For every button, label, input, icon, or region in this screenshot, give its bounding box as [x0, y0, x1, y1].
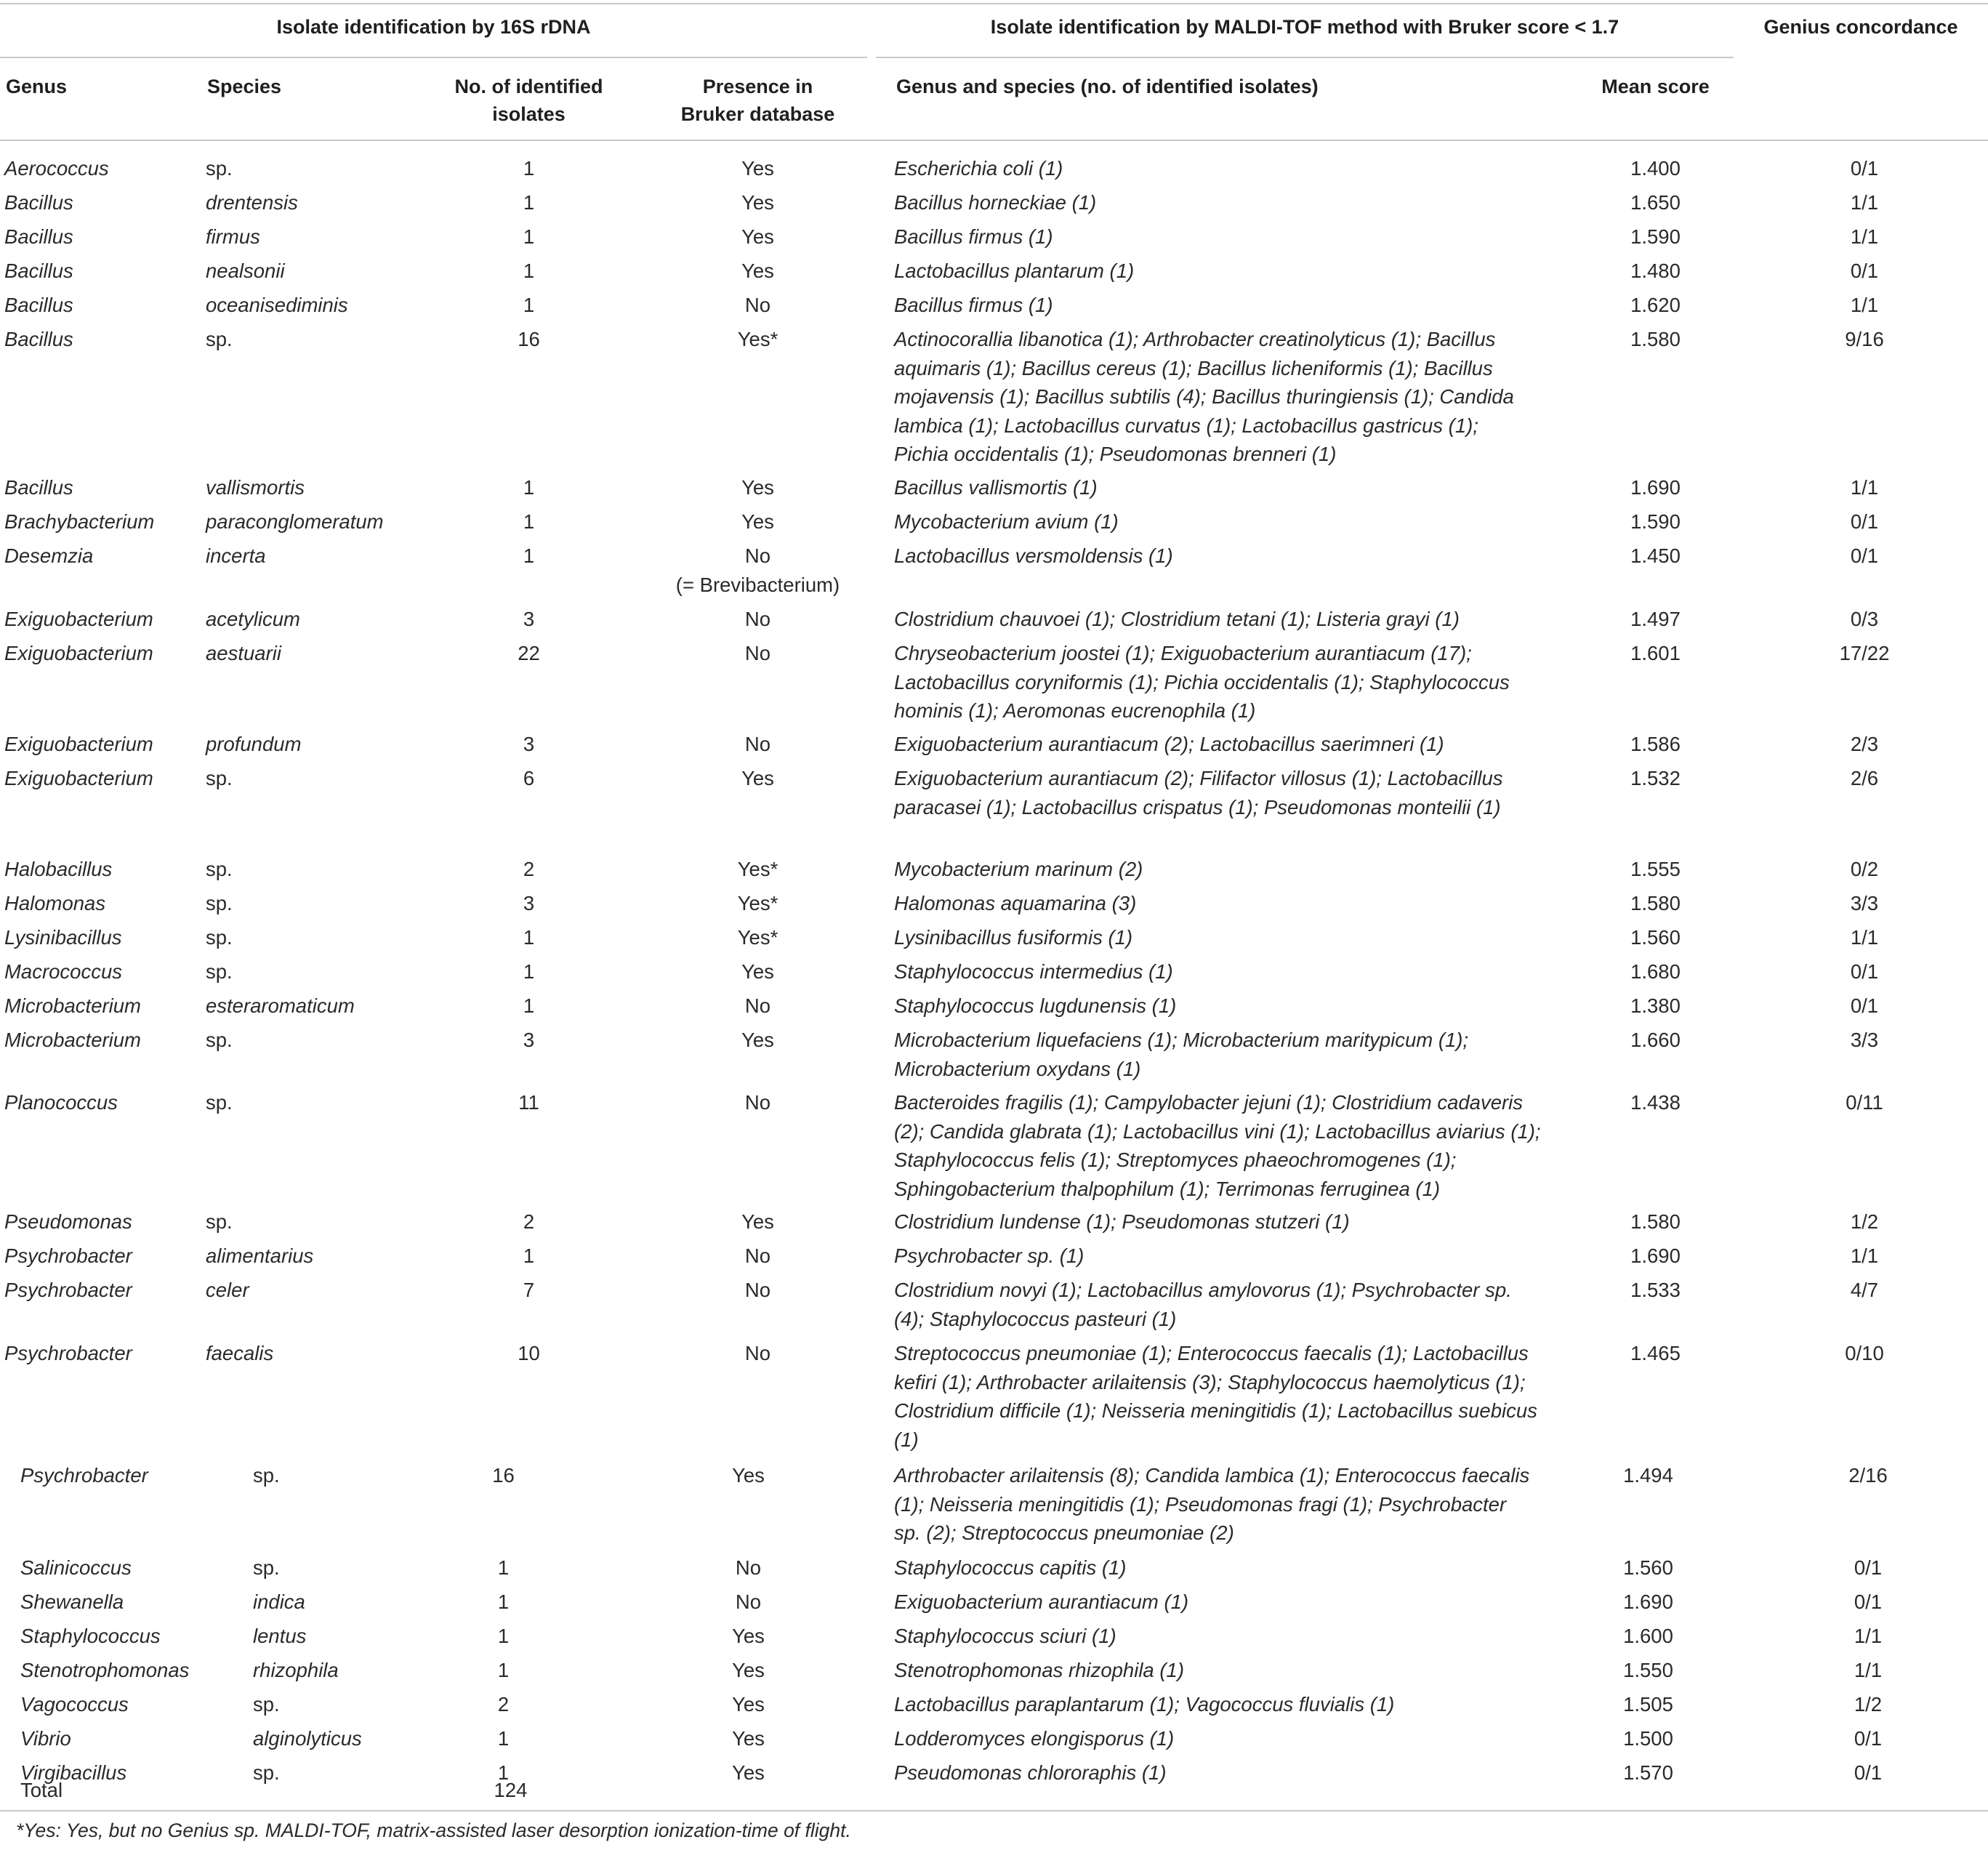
row-mean-score: 1.600 — [1623, 1625, 1673, 1647]
maldi-line: Lactobacillus coryniformis (1); Pichia occidentalis (1); Staphylococcus — [894, 670, 1510, 693]
maldi-line: Mycobacterium avium (1) — [894, 510, 1119, 533]
row-maldi-identification — [894, 1622, 1585, 1651]
row-genius-concordance: 1/1 — [1850, 1244, 1879, 1267]
maldi-line: Pichia occidentalis (1); Pseudomonas brenneri (1) — [894, 443, 1337, 465]
row-species: sp. — [253, 1693, 280, 1716]
row-genius-concordance: 2/16 — [1848, 1464, 1888, 1487]
row-isolate-count: 2 — [523, 1210, 535, 1233]
maldi-line: Staphylococcus lugdunensis (1) — [894, 994, 1177, 1017]
row-genus: Bacillus — [4, 260, 73, 282]
row-genus: Shewanella — [20, 1590, 124, 1613]
row-presence: Yes — [741, 767, 774, 789]
row-mean-score: 1.497 — [1630, 608, 1681, 630]
maldi-line: Bacillus vallismortis (1) — [894, 476, 1098, 499]
row-genus: Microbacterium — [4, 1029, 141, 1051]
row-genus: Exiguobacterium — [4, 642, 153, 664]
row-genus: Vibrio — [20, 1727, 71, 1750]
row-genus: Vagococcus — [20, 1693, 129, 1716]
maldi-line: Bacillus firmus (1) — [894, 294, 1053, 316]
row-genius-concordance: 0/1 — [1850, 544, 1879, 567]
row-maldi-identification — [894, 1724, 1585, 1753]
row-species: profundum — [206, 733, 302, 755]
row-mean-score: 1.560 — [1623, 1556, 1673, 1579]
table-top-rule — [0, 3, 1988, 4]
row-isolate-count: 1 — [523, 225, 535, 248]
row-presence: Yes — [741, 157, 774, 180]
row-genius-concordance: 0/1 — [1854, 1761, 1883, 1784]
row-maldi-identification — [894, 542, 1585, 571]
row-isolate-count: 1 — [497, 1625, 510, 1647]
row-genus: Desemzia — [4, 544, 94, 567]
row-isolate-count: 1 — [523, 960, 535, 983]
group-rule-maldi — [876, 57, 1734, 58]
row-maldi-identification — [894, 325, 1585, 469]
row-genus: Macrococcus — [4, 960, 122, 983]
row-genus: Exiguobacterium — [4, 733, 153, 755]
header-no-isolates-line2: isolates — [492, 103, 566, 125]
row-species: sp. — [253, 1464, 280, 1487]
row-mean-score: 1.601 — [1630, 642, 1681, 664]
row-mean-score: 1.586 — [1630, 733, 1681, 755]
maldi-line: sp. (2); Streptococcus pneumoniae (2) — [894, 1521, 1234, 1544]
maldi-line: Lysinibacillus fusiformis (1) — [894, 926, 1133, 949]
row-genius-concordance: 9/16 — [1845, 328, 1884, 350]
row-genus: Bacillus — [4, 191, 73, 214]
row-presence: Yes — [741, 260, 774, 282]
row-maldi-identification — [894, 855, 1585, 884]
maldi-line: aquimaris (1); Bacillus cereus (1); Bacillus licheniformis (1); Bacillus — [894, 356, 1493, 379]
row-species: alimentarius — [206, 1244, 314, 1267]
row-maldi-identification — [894, 992, 1585, 1021]
row-mean-score: 1.480 — [1630, 260, 1681, 282]
group-rule-16s — [0, 57, 867, 58]
row-isolate-count: 1 — [523, 476, 535, 499]
row-species: incerta — [206, 544, 266, 567]
row-mean-score: 1.550 — [1623, 1659, 1673, 1681]
row-maldi-identification — [894, 507, 1585, 536]
row-genius-concordance: 1/1 — [1850, 191, 1879, 214]
row-presence: Yes — [732, 1693, 765, 1716]
row-maldi-identification — [894, 257, 1585, 286]
row-maldi-identification — [894, 730, 1585, 759]
maldi-line: Lactobacillus versmoldensis (1) — [894, 544, 1173, 567]
row-species: nealsonii — [206, 260, 285, 282]
maldi-line: (1) — [894, 1428, 919, 1451]
row-presence: Yes — [732, 1761, 765, 1784]
row-species: rhizophila — [253, 1659, 339, 1681]
row-mean-score: 1.650 — [1630, 191, 1681, 214]
row-mean-score: 1.505 — [1623, 1693, 1673, 1716]
row-genus: Microbacterium — [4, 994, 141, 1017]
row-species: sp. — [206, 892, 233, 914]
header-no-isolates — [432, 73, 625, 128]
row-species: esteraromaticum — [206, 994, 355, 1017]
row-isolate-count: 1 — [497, 1727, 510, 1750]
row-genus: Aerococcus — [4, 157, 109, 180]
row-genius-concordance: 1/1 — [1854, 1625, 1883, 1647]
maldi-line: Staphylococcus felis (1); Streptomyces phaeochromogenes (1); — [894, 1149, 1457, 1171]
row-genius-concordance: 0/1 — [1854, 1727, 1883, 1750]
row-species: indica — [253, 1590, 305, 1613]
maldi-line: Chryseobacterium joostei (1); Exiguobacterium aurantiacum (17); — [894, 642, 1472, 664]
row-genus: Stenotrophomonas — [20, 1659, 190, 1681]
row-maldi-identification — [894, 889, 1585, 918]
row-presence: Yes — [732, 1464, 765, 1487]
row-presence: Yes* — [737, 858, 778, 880]
row-mean-score: 1.500 — [1623, 1727, 1673, 1750]
row-isolate-count: 16 — [492, 1464, 515, 1487]
row-maldi-identification — [894, 1656, 1585, 1685]
row-isolate-count: 1 — [497, 1556, 510, 1579]
row-genius-concordance: 2/3 — [1850, 733, 1879, 755]
row-isolate-count: 11 — [518, 1091, 539, 1114]
row-presence: No — [735, 1590, 762, 1613]
row-genus: Psychrobacter — [4, 1244, 132, 1267]
row-isolate-count: 1 — [523, 926, 535, 949]
maldi-line: Microbacterium liquefaciens (1); Microbacterium maritypicum (1); — [894, 1029, 1469, 1051]
maldi-line: Lactobacillus paraplantarum (1); Vagococcus fluvialis (1) — [894, 1693, 1395, 1716]
row-mean-score: 1.450 — [1630, 544, 1681, 567]
row-genius-concordance: 1/1 — [1850, 294, 1879, 316]
row-mean-score: 1.660 — [1630, 1029, 1681, 1051]
row-presence: No — [744, 544, 771, 567]
row-maldi-identification — [894, 1339, 1585, 1454]
row-isolate-count: 3 — [523, 1029, 535, 1051]
row-presence: Yes* — [737, 328, 778, 350]
maldi-line: Clostridium lundense (1); Pseudomonas stutzeri (1) — [894, 1210, 1350, 1233]
row-genius-concordance: 3/3 — [1850, 1029, 1879, 1051]
row-presence: Yes — [732, 1625, 765, 1647]
maldi-line: Streptococcus pneumoniae (1); Enterococcus faecalis (1); Lactobacillus — [894, 1342, 1529, 1364]
row-maldi-identification — [894, 1758, 1585, 1787]
row-genus: Psychrobacter — [20, 1464, 148, 1487]
row-isolate-count: 1 — [523, 157, 535, 180]
row-genius-concordance: 4/7 — [1850, 1279, 1879, 1301]
row-maldi-identification — [894, 1276, 1585, 1333]
row-maldi-identification — [894, 1242, 1585, 1271]
row-genius-concordance: 0/1 — [1850, 157, 1879, 180]
row-maldi-identification — [894, 764, 1585, 821]
row-presence-note: (= Brevibacterium) — [675, 574, 840, 596]
table-bottom-rule — [0, 1810, 1988, 1811]
row-mean-score: 1.560 — [1630, 926, 1681, 949]
maldi-line: Clostridium novyi (1); Lactobacillus amylovorus (1); Psychrobacter sp. — [894, 1279, 1512, 1301]
row-maldi-identification — [894, 639, 1585, 725]
row-genus: Exiguobacterium — [4, 767, 153, 789]
row-presence: No — [744, 733, 771, 755]
maldi-line: Staphylococcus capitis (1) — [894, 1556, 1127, 1579]
group-header-maldi: Isolate identification by MALDI-TOF method with Bruker score < 1.7 — [990, 16, 1619, 38]
row-species: sp. — [253, 1761, 280, 1784]
row-genus: Halobacillus — [4, 858, 113, 880]
row-genus: Bacillus — [4, 476, 73, 499]
row-mean-score: 1.438 — [1630, 1091, 1681, 1114]
row-presence: Yes — [732, 1727, 765, 1750]
row-maldi-identification — [894, 291, 1585, 320]
row-presence: Yes — [741, 510, 774, 533]
row-presence: Yes* — [737, 892, 778, 914]
row-genus: Planococcus — [4, 1091, 118, 1114]
row-isolate-count: 2 — [523, 858, 535, 880]
maldi-line: (1); Neisseria meningitidis (1); Pseudomonas fragi (1); Psychrobacter — [894, 1492, 1507, 1516]
maldi-line: Lactobacillus plantarum (1) — [894, 260, 1135, 282]
group-header-16s: Isolate identification by 16S rDNA — [276, 16, 591, 38]
row-genus: Bacillus — [4, 225, 73, 248]
row-mean-score: 1.400 — [1630, 157, 1681, 180]
row-maldi-identification — [894, 473, 1585, 502]
row-mean-score: 1.570 — [1623, 1761, 1673, 1784]
row-genus: Halomonas — [4, 892, 106, 914]
row-species: oceanisediminis — [206, 294, 348, 316]
row-isolate-count: 1 — [523, 1244, 535, 1267]
row-presence: No — [735, 1556, 762, 1579]
row-presence: Yes — [741, 225, 774, 248]
row-presence: No — [744, 1342, 771, 1364]
row-isolate-count: 7 — [523, 1279, 535, 1301]
row-mean-score: 1.380 — [1630, 994, 1681, 1017]
maldi-line: Sphingobacterium thalpophilum (1); Terrimonas ferruginea (1) — [894, 1177, 1441, 1200]
row-genus: Virgibacillus — [20, 1761, 127, 1784]
row-species: sp. — [206, 858, 233, 880]
maldi-line: Staphylococcus sciuri (1) — [894, 1625, 1116, 1647]
row-genus: Exiguobacterium — [4, 608, 153, 630]
row-mean-score: 1.580 — [1630, 892, 1681, 914]
row-maldi-identification — [894, 1588, 1585, 1617]
row-genius-concordance: 0/1 — [1850, 510, 1879, 533]
row-genus: Brachybacterium — [4, 510, 155, 533]
row-genius-concordance: 1/1 — [1854, 1659, 1883, 1681]
row-mean-score: 1.555 — [1630, 858, 1681, 880]
maldi-line: Stenotrophomonas rhizophila (1) — [894, 1659, 1184, 1681]
row-genius-concordance: 0/1 — [1850, 960, 1879, 983]
maldi-line: Arthrobacter arilaitensis (8); Candida lambica (1); Enterococcus faecalis — [894, 1464, 1530, 1487]
maldi-line: mojavensis (1); Bacillus subtilis (4); Bacillus thuringiensis (1); Candida — [894, 385, 1514, 408]
row-genius-concordance: 1/2 — [1854, 1693, 1883, 1716]
row-species: lentus — [253, 1625, 307, 1647]
row-maldi-identification — [894, 154, 1585, 183]
row-presence: No — [744, 994, 771, 1017]
header-genus: Genus — [6, 76, 68, 97]
row-isolate-count: 16 — [518, 328, 540, 350]
row-species: faecalis — [206, 1342, 274, 1364]
row-genius-concordance: 0/3 — [1850, 608, 1879, 630]
row-genius-concordance: 0/1 — [1850, 260, 1879, 282]
row-isolate-count: 6 — [523, 767, 535, 789]
row-genus: Bacillus — [4, 294, 73, 316]
row-species: vallismortis — [206, 476, 305, 499]
row-presence: Yes* — [737, 926, 778, 949]
maldi-line: Bacteroides fragilis (1); Campylobacter jejuni (1); Clostridium cadaveris — [894, 1091, 1524, 1114]
row-genius-concordance: 1/2 — [1850, 1210, 1879, 1233]
row-mean-score: 1.532 — [1630, 767, 1681, 789]
row-genus: Psychrobacter — [4, 1342, 132, 1364]
row-species: celer — [206, 1279, 249, 1301]
maldi-line: Escherichia coli (1) — [894, 157, 1063, 180]
row-maldi-identification — [894, 222, 1585, 252]
header-presence-line2: Bruker database — [680, 103, 835, 125]
maldi-line: hominis (1); Aeromonas eucrenophila (1) — [894, 699, 1256, 722]
row-isolate-count: 1 — [523, 260, 535, 282]
maldi-line: Bacillus horneckiae (1) — [894, 191, 1097, 214]
row-isolate-count: 1 — [523, 510, 535, 533]
header-genus-species: Genus and species (no. of identified isolates) — [896, 76, 1319, 97]
row-genus: Staphylococcus — [20, 1625, 161, 1647]
row-genius-concordance: 1/1 — [1850, 476, 1879, 499]
row-genius-concordance: 0/10 — [1845, 1342, 1884, 1364]
row-genius-concordance: 0/2 — [1850, 858, 1879, 880]
row-genius-concordance: 17/22 — [1839, 642, 1890, 664]
header-no-isolates-line1: No. of identified — [454, 76, 603, 97]
maldi-line: Actinocorallia libanotica (1); Arthrobacter creatinolyticus (1); Bacillus — [894, 328, 1496, 350]
row-species: firmus — [206, 225, 260, 248]
row-mean-score: 1.690 — [1630, 1244, 1681, 1267]
row-mean-score: 1.465 — [1630, 1342, 1681, 1364]
row-isolate-count: 2 — [497, 1693, 510, 1716]
row-species: alginolyticus — [253, 1727, 362, 1750]
row-isolate-count: 1 — [497, 1590, 510, 1613]
maldi-line: Clostridium difficile (1); Neisseria meningitidis (1); Lactobacillus suebicus — [894, 1399, 1537, 1422]
header-genius-concordance: Genius concordance — [1763, 16, 1958, 38]
row-genius-concordance: 0/1 — [1854, 1590, 1883, 1613]
maldi-line: Bacillus firmus (1) — [894, 225, 1053, 248]
table-footnote: *Yes: Yes, but no Genius sp. MALDI-TOF, matrix-assisted laser desorption ionization-time of flight. — [16, 1819, 851, 1841]
row-presence: Yes — [741, 1029, 774, 1051]
row-maldi-identification — [894, 923, 1585, 952]
row-species: sp. — [206, 1091, 233, 1114]
maldi-line: (2); Candida glabrata (1); Lactobacillus vini (1); Lactobacillus aviarius (1); — [894, 1119, 1541, 1143]
header-mean-score: Mean score — [1601, 76, 1710, 97]
row-isolate-count: 1 — [523, 994, 535, 1017]
row-presence: No — [744, 642, 771, 664]
row-mean-score: 1.590 — [1630, 510, 1681, 533]
row-mean-score: 1.494 — [1623, 1464, 1673, 1487]
row-mean-score: 1.690 — [1630, 476, 1681, 499]
row-isolate-count: 22 — [518, 642, 540, 664]
row-species: paraconglomeratum — [206, 510, 384, 533]
row-maldi-identification — [894, 1088, 1585, 1203]
maldi-line: Exiguobacterium aurantiacum (1) — [894, 1590, 1189, 1613]
row-presence: No — [744, 294, 771, 316]
row-maldi-identification — [894, 1026, 1585, 1083]
row-mean-score: 1.590 — [1630, 225, 1681, 248]
maldi-line: kefiri (1); Arthrobacter arilaitensis (3); Staphylococcus haemolyticus (1); — [894, 1370, 1526, 1393]
maldi-line: Microbacterium oxydans (1) — [894, 1057, 1141, 1080]
row-genius-concordance: 0/1 — [1854, 1556, 1883, 1579]
row-mean-score: 1.680 — [1630, 960, 1681, 983]
row-genius-concordance: 3/3 — [1850, 892, 1879, 914]
row-genius-concordance: 0/11 — [1846, 1091, 1883, 1114]
row-isolate-count: 1 — [523, 544, 535, 567]
row-isolate-count: 3 — [523, 733, 535, 755]
total-label: Total — [20, 1779, 63, 1801]
row-maldi-identification — [894, 188, 1585, 217]
row-isolate-count: 1 — [497, 1761, 510, 1784]
row-isolate-count: 1 — [497, 1659, 510, 1681]
maldi-line: Exiguobacterium aurantiacum (2); Filifactor villosus (1); Lactobacillus — [894, 767, 1503, 789]
row-isolate-count: 1 — [523, 294, 535, 316]
row-maldi-identification — [894, 957, 1585, 986]
row-maldi-identification — [894, 1690, 1585, 1719]
row-maldi-identification — [894, 605, 1585, 634]
header-species: Species — [207, 76, 282, 97]
row-genus: Psychrobacter — [4, 1279, 132, 1301]
row-isolate-count: 3 — [523, 892, 535, 914]
row-species: aestuarii — [206, 642, 281, 664]
row-mean-score: 1.533 — [1630, 1279, 1681, 1301]
maldi-line: paracasei (1); Lactobacillus crispatus (1); Pseudomonas monteilii (1) — [894, 795, 1501, 819]
maldi-line: lambica (1); Lactobacillus curvatus (1); Lactobacillus gastricus (1); — [894, 414, 1478, 437]
row-presence: Yes — [741, 960, 774, 983]
row-genus: Salinicoccus — [20, 1556, 132, 1579]
header-bottom-rule — [0, 140, 1988, 141]
row-species: acetylicum — [206, 608, 300, 630]
row-presence: Yes — [732, 1659, 765, 1681]
row-isolate-count: 1 — [523, 191, 535, 214]
maldi-line: Halomonas aquamarina (3) — [894, 892, 1137, 914]
row-species: sp. — [206, 1210, 233, 1233]
row-presence: Yes — [741, 476, 774, 499]
row-species: drentensis — [206, 191, 298, 214]
row-isolate-count: 10 — [518, 1342, 540, 1364]
row-isolate-count: 3 — [523, 608, 535, 630]
maldi-line: Pseudomonas chlororaphis (1) — [894, 1761, 1167, 1784]
maldi-line: Lodderomyces elongisporus (1) — [894, 1727, 1175, 1750]
row-species: sp. — [206, 926, 233, 949]
row-presence: Yes — [741, 1210, 774, 1233]
row-mean-score: 1.580 — [1630, 1210, 1681, 1233]
row-genius-concordance: 1/1 — [1850, 926, 1879, 949]
maldi-line: Psychrobacter sp. (1) — [894, 1244, 1084, 1267]
maldi-line: Clostridium chauvoei (1); Clostridium tetani (1); Listeria grayi (1) — [894, 608, 1460, 630]
maldi-line: Staphylococcus intermedius (1) — [894, 960, 1173, 983]
maldi-line: Mycobacterium marinum (2) — [894, 858, 1143, 880]
maldi-line: Exiguobacterium aurantiacum (2); Lactobacillus saerimneri (1) — [894, 733, 1444, 755]
row-species: sp. — [206, 157, 233, 180]
row-genius-concordance: 0/1 — [1850, 994, 1879, 1017]
total-count: 124 — [494, 1779, 528, 1801]
row-mean-score: 1.690 — [1623, 1590, 1673, 1613]
row-species: sp. — [206, 767, 233, 789]
row-genus: Pseudomonas — [4, 1210, 132, 1233]
row-presence: Yes — [741, 191, 774, 214]
row-mean-score: 1.580 — [1630, 328, 1681, 350]
row-genus: Lysinibacillus — [4, 926, 122, 949]
row-maldi-identification — [894, 1553, 1585, 1582]
maldi-line: (4); Staphylococcus pasteuri (1) — [894, 1307, 1177, 1330]
row-genus: Bacillus — [4, 328, 73, 350]
row-species: sp. — [206, 960, 233, 983]
row-species: sp. — [206, 1029, 233, 1051]
row-genius-concordance: 2/6 — [1850, 767, 1879, 789]
row-presence: No — [744, 608, 771, 630]
header-presence-line1: Presence in — [702, 76, 813, 97]
row-species: sp. — [253, 1556, 280, 1579]
row-mean-score: 1.620 — [1630, 294, 1681, 316]
row-presence: No — [744, 1091, 771, 1114]
row-genius-concordance: 1/1 — [1850, 225, 1879, 248]
row-species: sp. — [206, 328, 233, 350]
header-presence — [654, 73, 861, 128]
row-presence: No — [744, 1244, 771, 1267]
row-maldi-identification — [894, 1207, 1585, 1236]
row-maldi-identification — [894, 1461, 1585, 1548]
row-presence: No — [744, 1279, 771, 1301]
